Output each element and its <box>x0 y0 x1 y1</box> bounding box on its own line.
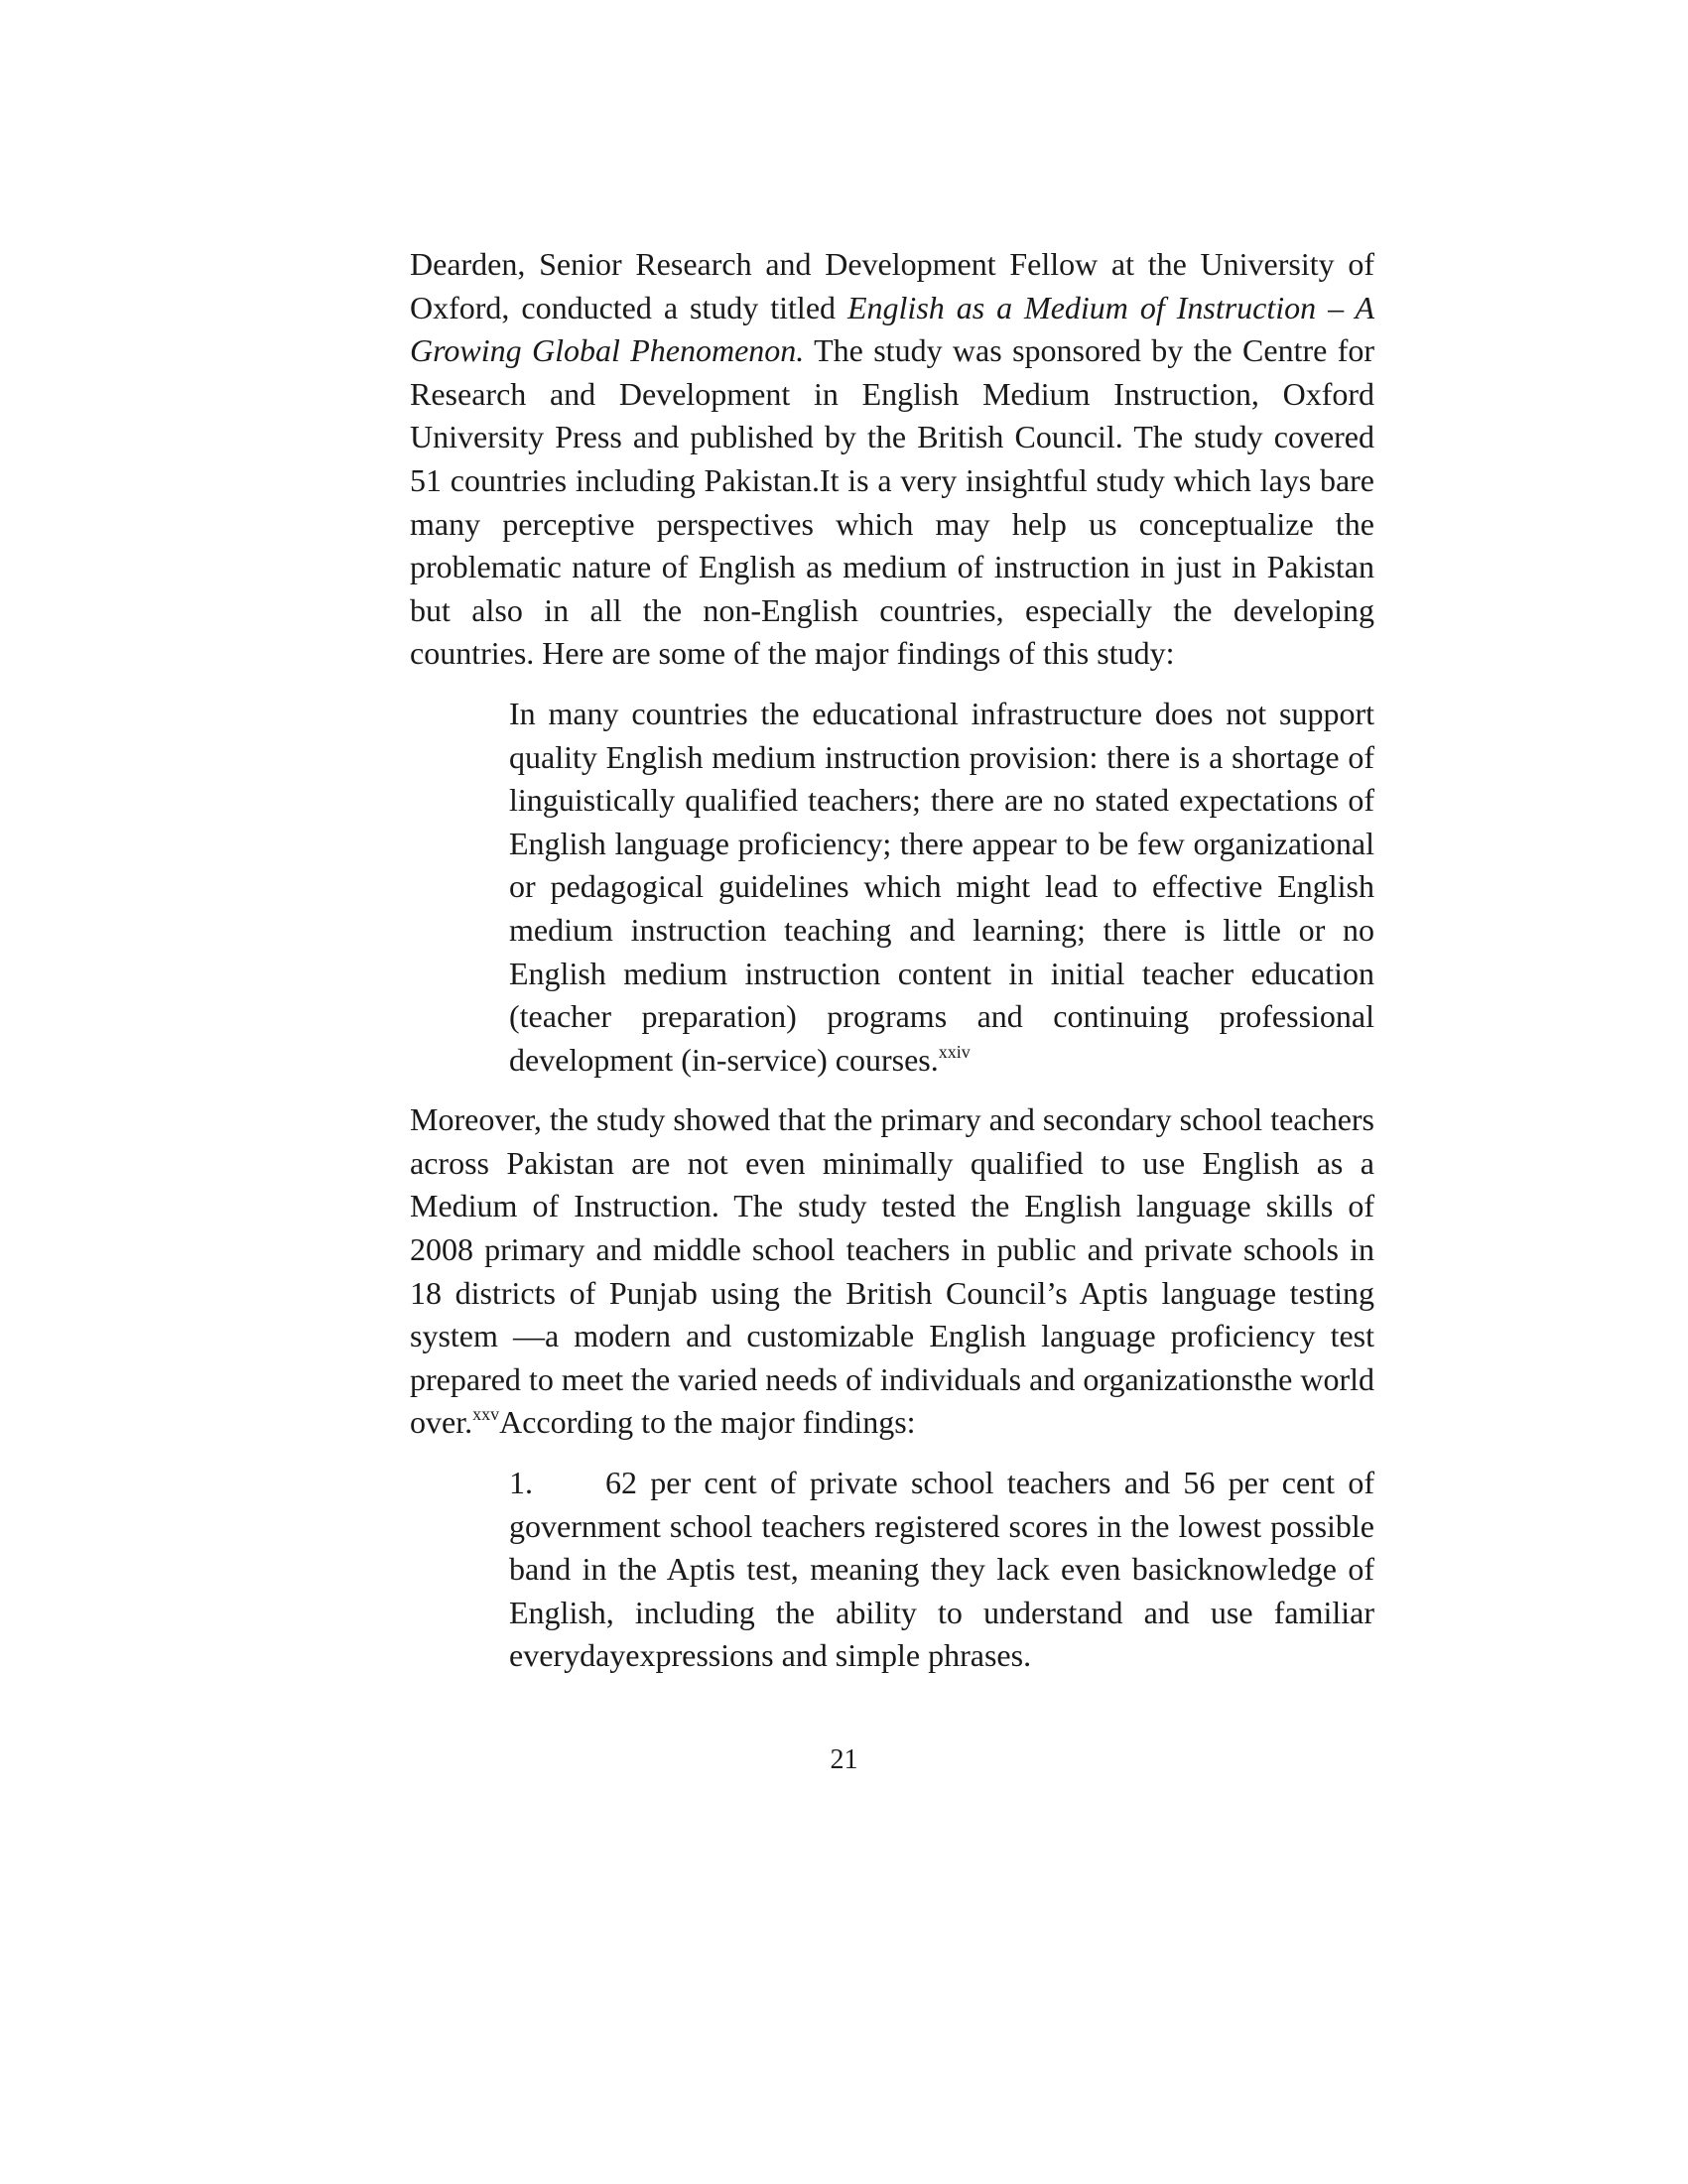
body-text <box>410 243 1374 1678</box>
findings-paragraph-tail: According to the major findings: <box>499 1404 916 1441</box>
intro-text-rest: The study was sponsored by the Centre for Research and Development in English Medium Instruction, Oxford University Press and published by the British Council. The study covered 51 countries including Pakistan.It is a very insightful study which lays bare many perceptive perspectives which may help us conceptualize the problematic nature of English as medium of instruction in just in Pakistan but also in all the non-English countries, especially the developing countries. Here are some of the major findings of this study: <box>410 332 1375 672</box>
findings-paragraph <box>410 1098 1374 1445</box>
list-item-number: 1. <box>509 1465 533 1501</box>
footnote-ref-xxv: xxv <box>472 1404 500 1425</box>
study-title: English as a Medium of Instruction – A Growing Global Phenomenon. <box>410 289 1375 369</box>
block-quote <box>509 693 1374 1082</box>
list-item-text: 62 per cent of private school teachers and 56 per cent of government school teachers registered scores in the lowest possible band in the Aptis test, meaning they lack even basicknowledge of English, including the ability to understand and use familiar everydayexpressions and simple phrases. <box>509 1465 1374 1674</box>
list-item <box>509 1462 1374 1678</box>
intro-text-lead: Dearden, Senior Research and Development Fellow at the University of Oxford, conducted a study titled <box>410 246 1374 325</box>
findings-paragraph-text: Moreover, the study showed that the primary and secondary school teachers across Pakistan are not even minimally qualified to use English as a Medium of Instruction. The study tested the English language skills of 2008 primary and middle school teachers in public and private schools in 18 districts of Punjab using the British Council’s Aptis language testing system —a modern and customizable English language proficiency test prepared to meet the varied needs of individuals and organizationsthe world over. <box>410 1101 1374 1441</box>
footnote-ref-xxiv: xxiv <box>938 1041 971 1062</box>
intro-paragraph <box>410 243 1374 676</box>
block-quote-text: In many countries the educational infrastructure does not support quality English medium instruction provision: there is a shortage of linguistically qualified teachers; there are no stated expectations of English language proficiency; there appear to be few organizational or pedagogical guidelines which might lead to effective English medium instruction teaching and learning; there is little or no English medium instruction content in initial teacher education (teacher preparation) programs and continuing professional development (in-service) courses. <box>509 695 1374 1078</box>
page-number: 21 <box>830 1744 858 1775</box>
findings-list <box>509 1462 1374 1678</box>
